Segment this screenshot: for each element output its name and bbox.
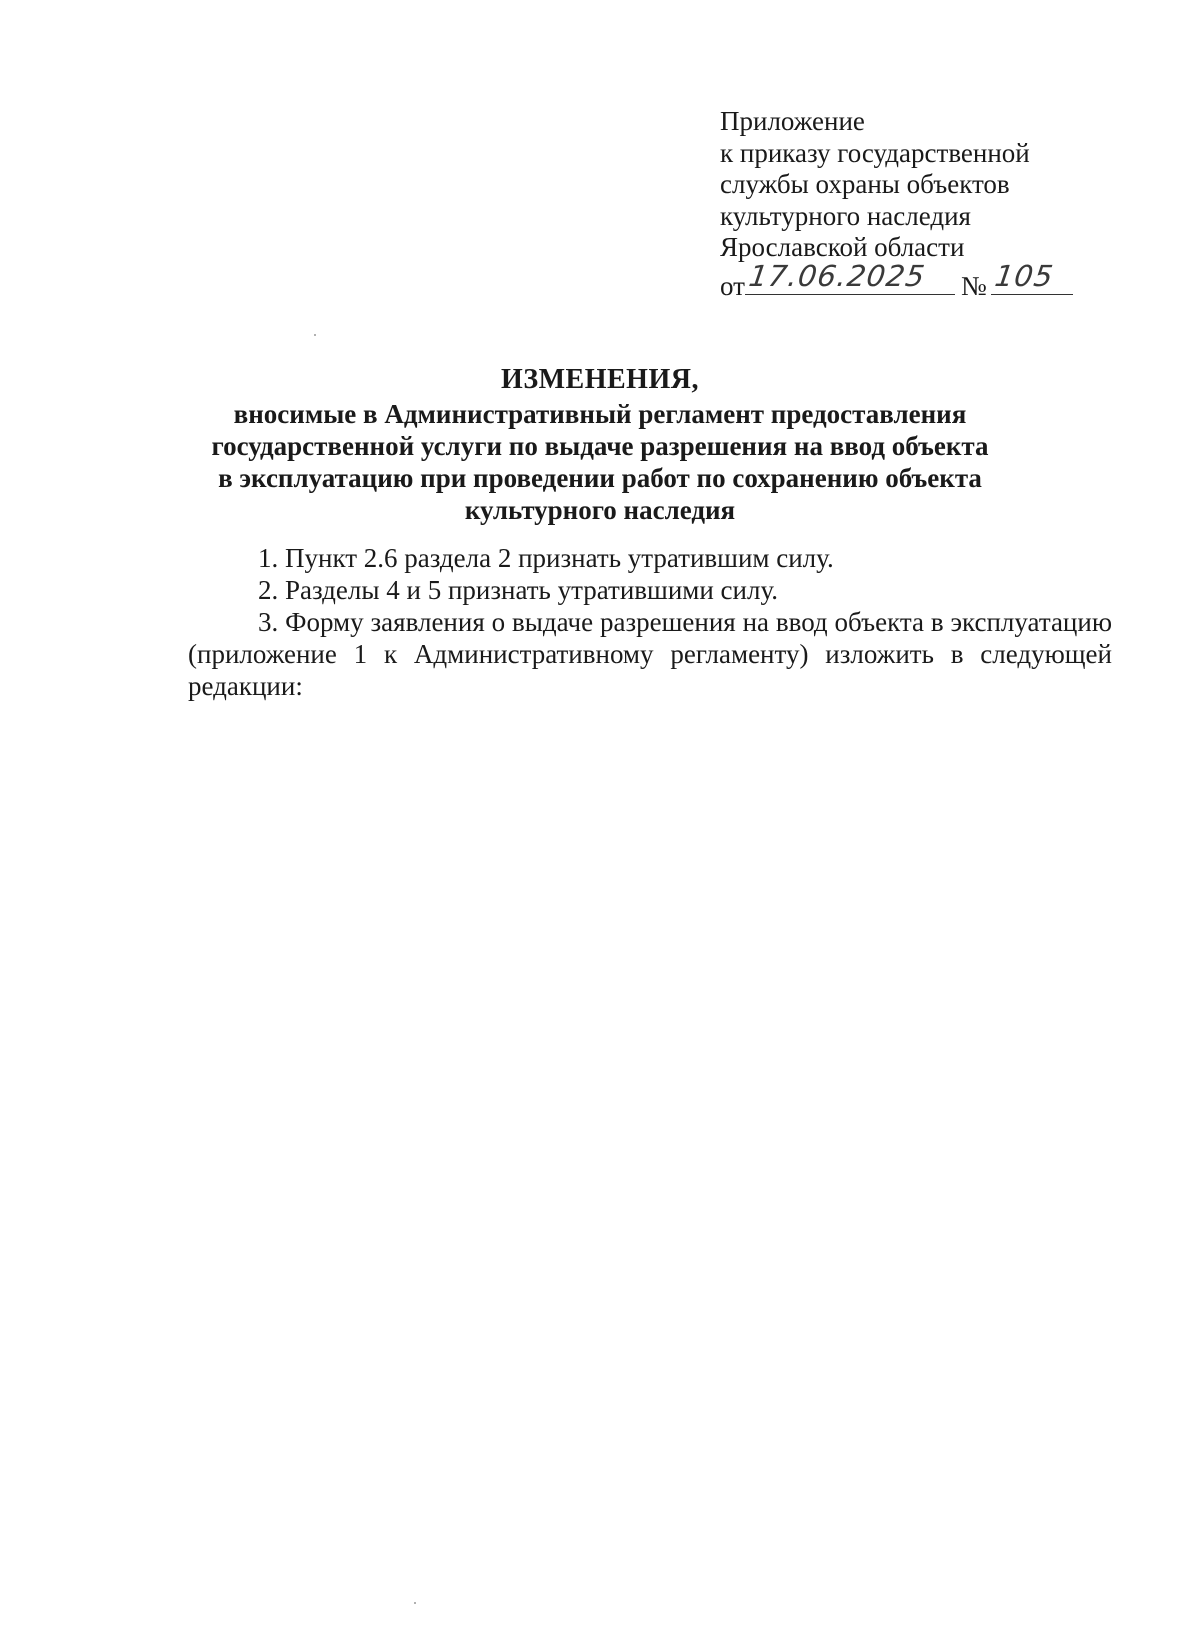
handwritten-date: 17.06.2025 xyxy=(746,259,928,293)
body-item: 3. Форму заявления о выдаче разрешения на ввод объекта в эксплуатацию (приложение 1 к Административному регламенту) изложить в следующей редакции: xyxy=(188,607,1112,701)
number-blank xyxy=(991,259,1073,295)
appendix-line: культурного наследия xyxy=(720,200,971,231)
date-blank xyxy=(745,259,955,295)
document-title xyxy=(150,364,1050,526)
appendix-line: Приложение xyxy=(720,106,865,136)
title-line: государственной услуги по выдаче разрешения на ввод объекта xyxy=(211,431,989,461)
number-sign: № xyxy=(960,270,987,301)
document-body xyxy=(188,542,1112,702)
title-line: вносимые в Административный регламент предоставления xyxy=(233,399,967,429)
scan-speck xyxy=(314,334,316,336)
title-heading: ИЗМЕНЕНИЯ, xyxy=(501,364,699,395)
title-line: в эксплуатацию при проведении работ по сохранению объекта xyxy=(218,463,982,493)
body-item: 1. Пункт 2.6 раздела 2 признать утратившим силу. xyxy=(258,543,834,573)
scan-speck xyxy=(414,1602,416,1604)
appendix-line: Ярославской области xyxy=(720,232,965,262)
title-line: культурного наследия xyxy=(464,495,736,525)
body-item: 2. Разделы 4 и 5 признать утратившими силу. xyxy=(258,575,779,605)
order-date-number-line xyxy=(720,259,1120,301)
appendix-line: к приказу государственной xyxy=(720,137,1030,168)
handwritten-number: 105 xyxy=(992,259,1056,293)
date-prefix: от xyxy=(720,270,745,301)
appendix-block xyxy=(720,106,1120,300)
appendix-line: службы охраны объектов xyxy=(720,169,1010,199)
